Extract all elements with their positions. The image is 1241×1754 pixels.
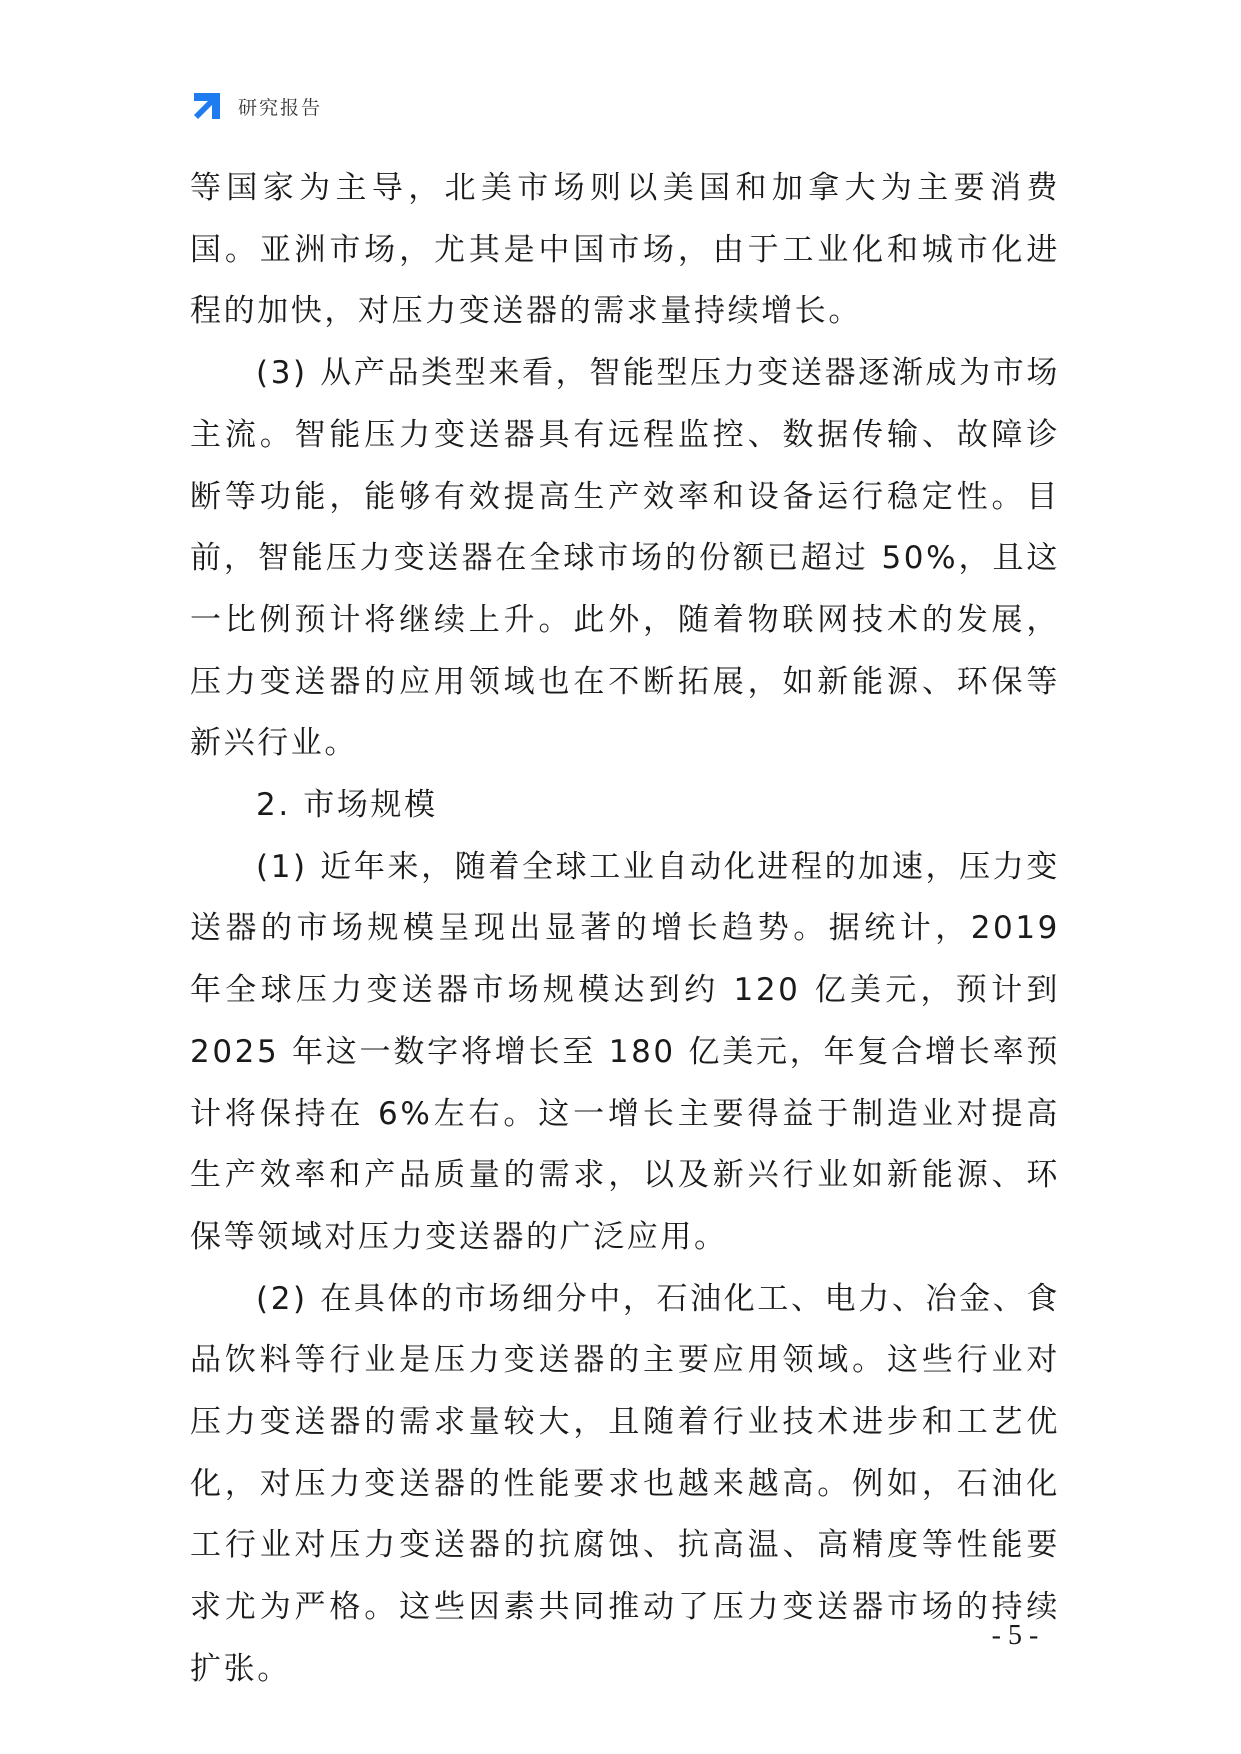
paragraph-product-types: (3) 从产品类型来看，智能型压力变送器逐渐成为市场主流。智能压力变送器具有远程监控、数据传输、故障诊断等功能，能够有效提高生产效率和设备运行稳定性。目前，智能压力变送器在全球市场的份额已超过 50%，且这一比例预计将继续上升。此外，随着物联网技术的发展，压力变送器的应用领域也在不断拓展，如新能源、环保等新兴行业。 [190, 355, 1060, 762]
arrow-up-right-icon [190, 89, 224, 123]
page-number: - 5 - [991, 1620, 1039, 1651]
paragraph-market-segments: (2) 在具体的市场细分中，石油化工、电力、冶金、食品饮料等行业是压力变送器的主要应用领域。这些行业对压力变送器的需求量较大，且随着行业技术进步和工艺优化，对压力变送器的性能要求也越来越高。例如，石油化工行业对压力变送器的抗腐蚀、抗高温、高精度等性能要求尤为严格。这些因素共同推动了压力变送器市场的持续扩张。 [190, 1280, 1060, 1687]
document-header [190, 88, 322, 124]
paragraph-market-growth: (1) 近年来，随着全球工业自动化进程的加速，压力变送器的市场规模呈现出显著的增长趋势。据统计，2019 年全球压力变送器市场规模达到约 120 亿美元，预计到 2025 年这一数字将增长至 180 亿美元，年复合增长率预计将保持在 6%左右。这一增长主要得益于制造业对提高生产效率和产品质量的需求，以及新兴行业如新能源、环保等领域对压力变送器的广泛应用。 [190, 848, 1060, 1255]
document-body [190, 158, 1060, 1701]
header-title: 研究报告 [238, 96, 323, 119]
paragraph-continued: 等国家为主导，北美市场则以美国和加拿大为主要消费国。亚洲市场，尤其是中国市场，由于工业化和城市化进程的加快，对压力变送器的需求量持续增长。 [190, 170, 1060, 330]
section-heading-market-size: 2. 市场规模 [256, 787, 438, 824]
